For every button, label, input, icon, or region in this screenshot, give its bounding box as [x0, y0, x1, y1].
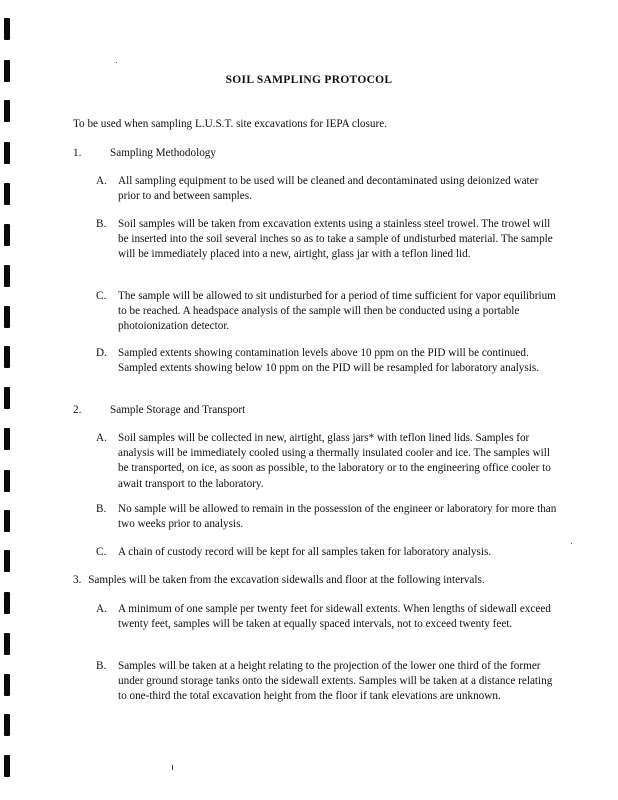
- binder-hole-mark: [4, 306, 10, 328]
- item-letter: C.: [96, 546, 107, 558]
- scan-speck: [116, 62, 117, 63]
- item-letter: C.: [96, 290, 107, 302]
- binder-hole-mark: [4, 674, 10, 696]
- section-title: Sampling Methodology: [110, 147, 216, 159]
- binder-hole-mark: [4, 100, 10, 122]
- item-text: All sampling equipment to be used will be cleaned and decontaminated using deionized water prior to and between samples.: [118, 175, 539, 203]
- section-number: 2.: [73, 404, 82, 416]
- item-letter: D.: [96, 347, 107, 359]
- item-letter: A.: [96, 603, 107, 615]
- binder-hole-mark: [4, 18, 10, 40]
- item-text: The sample will be allowed to sit undisturbed for a period of time sufficient for vapor equilibrium to be reached. A headspace analysis of the sample will then be conducted using a portable photoionization detector.: [118, 290, 556, 333]
- binder-hole-mark: [4, 592, 10, 614]
- intro-text: To be used when sampling L.U.S.T. site excavations for IEPA closure.: [73, 118, 387, 130]
- document-title: SOIL SAMPLING PROTOCOL: [225, 74, 393, 86]
- item-letter: B.: [96, 660, 107, 672]
- binder-hole-mark: [4, 265, 10, 287]
- scan-speck: [571, 543, 572, 544]
- item-text: Samples will be taken at a height relating to the projection of the lower one third of the former under ground storage tanks onto the sidewall extents. Samples will be taken at a distance relating to one-third the total excavation height from the floor if tank elevations are unknown.: [118, 660, 553, 703]
- binder-hole-mark: [4, 470, 10, 492]
- item-letter: A.: [96, 432, 107, 444]
- item-letter: B.: [96, 218, 107, 230]
- binder-hole-mark: [4, 428, 10, 450]
- binder-hole-mark: [4, 755, 10, 777]
- binder-hole-mark: [4, 510, 10, 532]
- section-number: 3.: [73, 574, 82, 586]
- page-mark: [172, 765, 173, 770]
- item-text: A chain of custody record will be kept for all samples taken for laboratory analysis.: [118, 546, 492, 558]
- section-number: 1.: [73, 147, 82, 159]
- item-text: Soil samples will be collected in new, airtight, glass jars* with teflon lined lids. Samples for analysis will be immediately cooled using a thermally insulated cooler and ice. The samples will be transported, on ice, as soon as possible, to the laboratory or to the engineering office cooler to await transport to the laboratory.: [118, 432, 551, 490]
- section-title: Sample Storage and Transport: [110, 404, 246, 416]
- item-letter: A.: [96, 175, 107, 187]
- binder-hole-mark: [4, 346, 10, 368]
- binder-hole-mark: [4, 714, 10, 736]
- binder-hole-mark: [4, 224, 10, 246]
- section-3-heading: [73, 573, 485, 588]
- item-text: A minimum of one sample per twenty feet for sidewall extents. When lengths of sidewall exceed twenty feet, samples will be taken at equally spaced intervals, not to exceed twenty feet.: [118, 603, 551, 631]
- binder-hole-mark: [4, 550, 10, 572]
- binder-hole-mark: [4, 183, 10, 205]
- item-letter: B.: [96, 503, 107, 515]
- binder-hole-mark: [4, 387, 10, 409]
- item-text: Sampled extents showing contamination levels above 10 ppm on the PID will be continued. Sampled extents showing below 10 ppm on the PID will be resampled for laboratory analysis.: [118, 347, 540, 375]
- binder-hole-mark: [4, 633, 10, 655]
- binder-hole-mark: [4, 142, 10, 164]
- item-text: Soil samples will be taken from excavation extents using a stainless steel trowel. The trowel will be inserted into the soil several inches so as to take a sample of undisturbed material. The sample will be immediately placed into a new, airtight, glass jar with a teflon lined lid.: [118, 218, 553, 261]
- section-title: Samples will be taken from the excavation sidewalls and floor at the following intervals.: [88, 574, 485, 586]
- item-text: No sample will be allowed to remain in the possession of the engineer or laboratory for more than two weeks prior to analysis.: [118, 503, 557, 531]
